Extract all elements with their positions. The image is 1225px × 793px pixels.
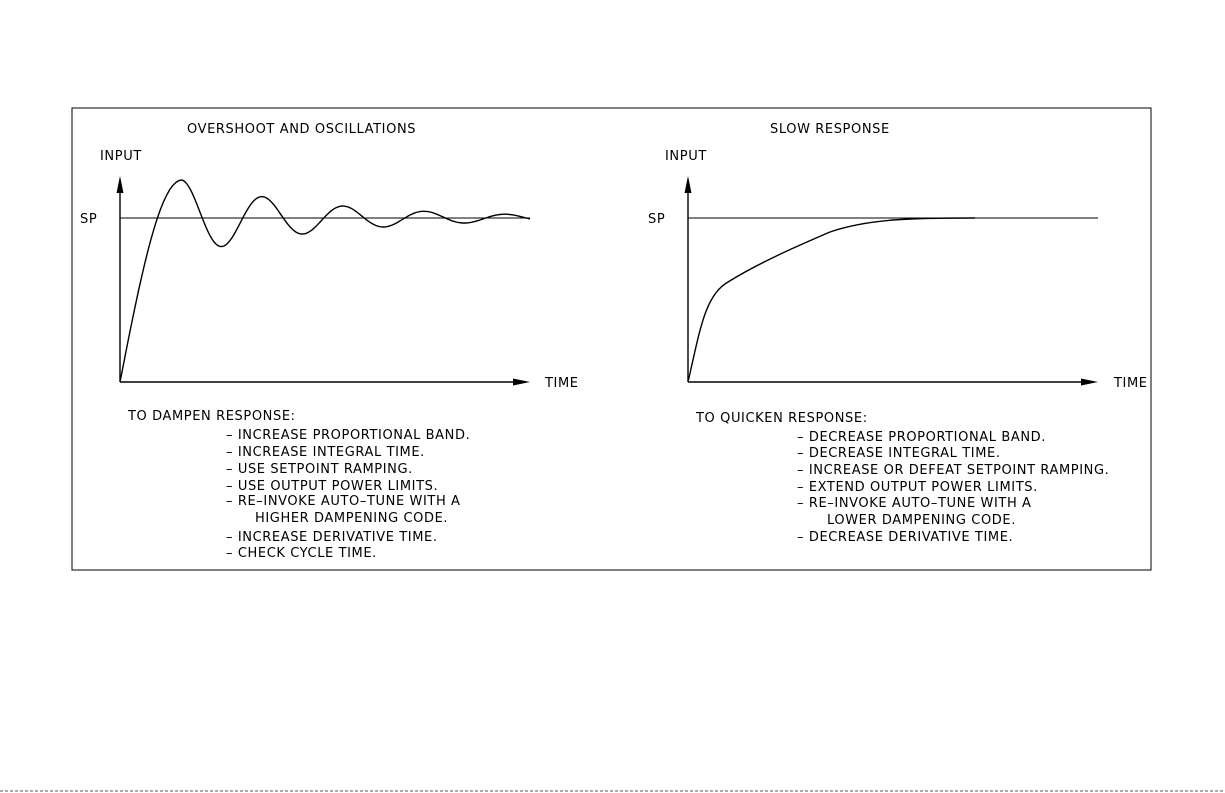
left-x-axis-label: TIME: [545, 376, 579, 391]
slow-response-title: SLOW RESPONSE: [770, 122, 890, 137]
oscillation-curve: [120, 180, 530, 382]
left-y-axis-label: INPUT: [100, 149, 142, 164]
left-y-arrowhead: [117, 176, 124, 193]
dampen-item: – USE OUTPUT POWER LIMITS.: [226, 479, 439, 494]
left-x-arrowhead: [513, 379, 530, 386]
quicken-item: – RE–INVOKE AUTO–TUNE WITH A: [797, 496, 1032, 511]
right-sp-label: SP: [648, 212, 666, 227]
right-y-arrowhead: [685, 176, 692, 193]
dampen-item: – INCREASE INTEGRAL TIME.: [226, 445, 425, 460]
quicken-heading: TO QUICKEN RESPONSE:: [696, 411, 868, 426]
dampen-item: – CHECK CYCLE TIME.: [226, 546, 377, 561]
dampen-item: – INCREASE PROPORTIONAL BAND.: [226, 428, 471, 443]
slow-response-panel: [648, 122, 1148, 545]
dampen-item: – USE SETPOINT RAMPING.: [226, 462, 413, 477]
overshoot-panel: [80, 122, 579, 561]
dampen-heading: TO DAMPEN RESPONSE:: [128, 409, 296, 424]
dampen-item-continuation: HIGHER DAMPENING CODE.: [255, 511, 449, 526]
quicken-item: – DECREASE DERIVATIVE TIME.: [797, 530, 1014, 545]
right-x-arrowhead: [1081, 379, 1098, 386]
slow-response-curve: [688, 218, 975, 382]
quicken-item: – INCREASE OR DEFEAT SETPOINT RAMPING.: [797, 463, 1110, 478]
dampen-item: – RE–INVOKE AUTO–TUNE WITH A: [226, 494, 461, 509]
right-x-axis-label: TIME: [1114, 376, 1148, 391]
quicken-item: – DECREASE INTEGRAL TIME.: [797, 446, 1001, 461]
left-sp-label: SP: [80, 212, 98, 227]
dampen-item: – INCREASE DERIVATIVE TIME.: [226, 530, 438, 545]
overshoot-title: OVERSHOOT AND OSCILLATIONS: [187, 122, 417, 137]
quicken-item: – DECREASE PROPORTIONAL BAND.: [797, 430, 1047, 445]
quicken-item-continuation: LOWER DAMPENING CODE.: [827, 513, 1016, 528]
right-y-axis-label: INPUT: [665, 149, 707, 164]
quicken-item: – EXTEND OUTPUT POWER LIMITS.: [797, 480, 1038, 495]
